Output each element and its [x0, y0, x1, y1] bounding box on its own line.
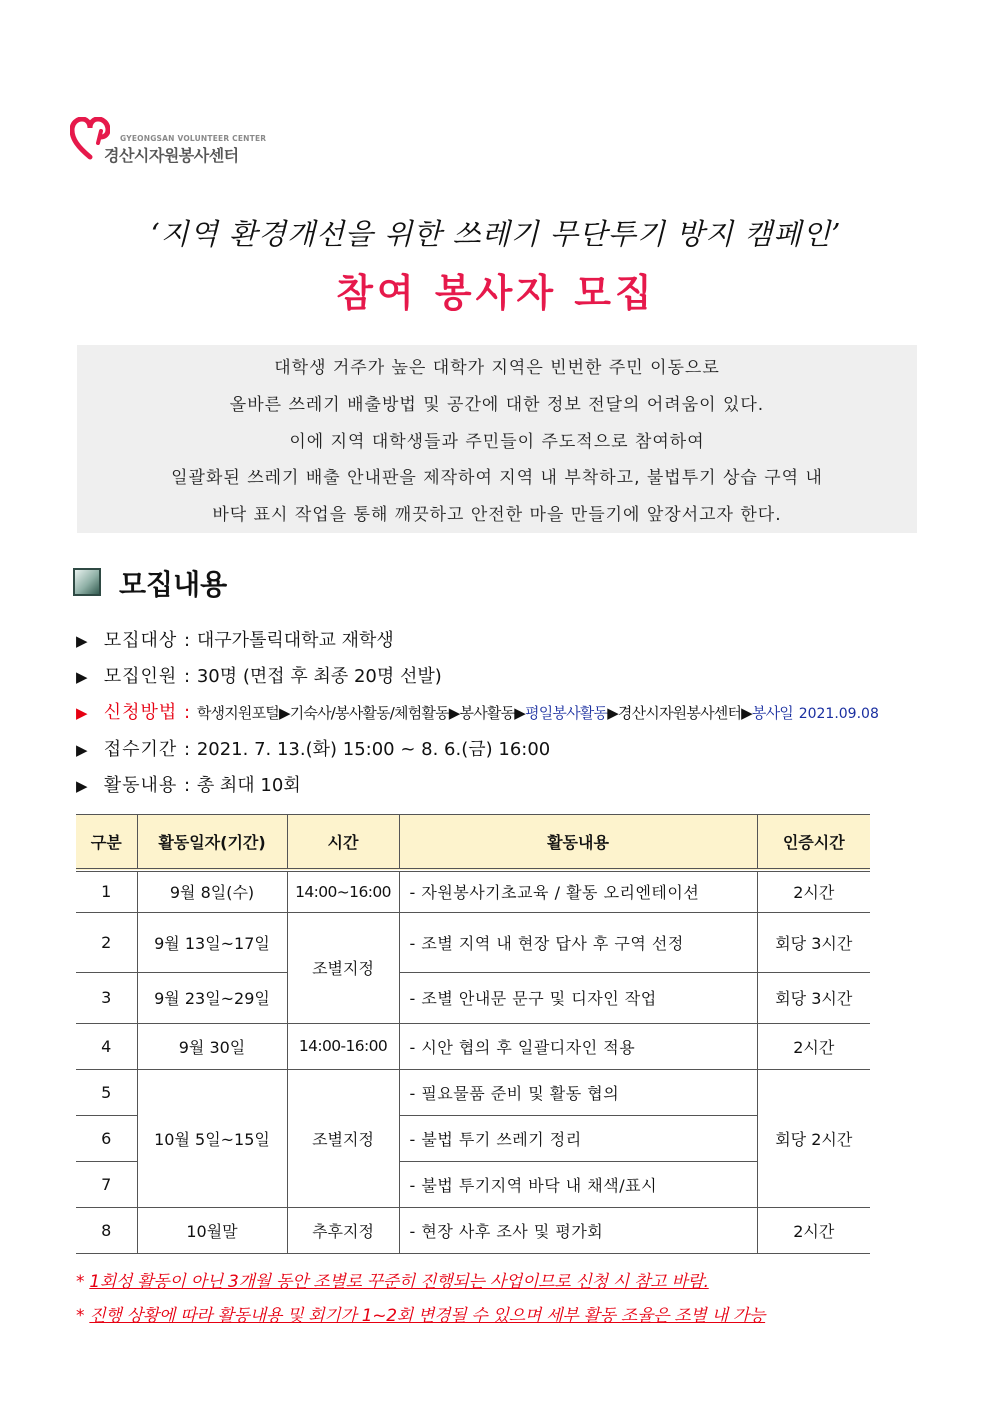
cell-content: - 조별 안내문 문구 및 디자인 작업 [399, 972, 757, 1023]
apply-path-highlight: 봉사일 [751, 704, 793, 722]
info-label: 모집인원 : [103, 666, 192, 687]
footnote-text: 1회성 활동이 아닌 3개월 동안 조별로 꾸준히 진행되는 사업이므로 신청 시 참고 바람. [89, 1272, 709, 1292]
cell-date: 9월 13일~17일 [137, 912, 287, 972]
cell-time: 추후지정 [287, 1207, 399, 1253]
table-row [76, 1069, 870, 1115]
intro-line: 일괄화된 쓰레기 배출 안내판을 제작하여 지역 내 부착하고, 불법투기 상습 구역 내 [171, 468, 823, 488]
cell-hours: 회당 3시간 [757, 972, 870, 1023]
cell-no: 1 [76, 870, 137, 912]
cell-date: 10월 5일~15일 [137, 1069, 287, 1207]
info-period [76, 735, 550, 761]
footnote [76, 1301, 765, 1326]
header-cell: 구분 [76, 815, 137, 871]
info-label: 접수기간 : [103, 739, 192, 760]
cell-content: - 불법 투기 쓰레기 정리 [399, 1115, 757, 1161]
info-label: 신청방법 : [103, 702, 192, 723]
cell-no: 2 [76, 912, 137, 972]
cell-date: 9월 8일(수) [137, 870, 287, 912]
cell-content: - 시안 협의 후 일괄디자인 적용 [399, 1023, 757, 1069]
table-row [76, 912, 870, 972]
intro-line: 올바른 쓰레기 배출방법 및 공간에 대한 정보 전달의 어려움이 있다. [229, 395, 765, 415]
info-value: 대구가톨릭대학교 재학생 [196, 630, 394, 651]
footnote-star: * [76, 1272, 85, 1292]
info-activity [76, 771, 301, 797]
cell-hours: 회당 3시간 [757, 912, 870, 972]
triangle-bullet-icon: ▶ [76, 777, 88, 795]
apply-path: ▶경산시자원봉사센터▶ [607, 704, 752, 722]
triangle-bullet-icon: ▶ [76, 704, 88, 722]
cell-content: - 조별 지역 내 현장 답사 후 구역 선정 [399, 912, 757, 972]
footnote-text: 진행 상황에 따라 활동내용 및 회기가 1~2회 변경될 수 있으며 세부 활동 조율은 조별 내 가능 [89, 1306, 766, 1326]
logo-korean-name: 경산시자원봉사센터 [104, 146, 239, 165]
cell-hours: 2시간 [757, 1023, 870, 1069]
cell-date: 9월 23일~29일 [137, 972, 287, 1023]
cell-no: 4 [76, 1023, 137, 1069]
header-cell: 인증시간 [757, 815, 870, 871]
recruit-title: 참여 봉사자 모집 [336, 271, 656, 315]
cell-content: - 필요물품 준비 및 활동 협의 [399, 1069, 757, 1115]
square-bullet-icon [73, 568, 101, 596]
cell-date: 9월 30일 [137, 1023, 287, 1069]
intro-line: 바닥 표시 작업을 통해 깨끗하고 안전한 마을 만들기에 앞장서고자 한다. [212, 505, 782, 525]
cell-no: 8 [76, 1207, 137, 1253]
intro-line: 대학생 거주가 높은 대학가 지역은 빈번한 주민 이동으로 [274, 358, 720, 378]
cell-time: 14:00~16:00 [287, 870, 399, 912]
cell-hours: 2시간 [757, 1207, 870, 1253]
cell-hours: 2시간 [757, 870, 870, 912]
info-target [76, 626, 394, 652]
table-row [76, 870, 870, 912]
cell-time: 14:00-16:00 [287, 1023, 399, 1069]
header-cell: 활동일자(기간) [137, 815, 287, 871]
apply-path: 학생지원포털▶기숙사/봉사활동/체험활동▶봉사활동▶ [196, 704, 526, 722]
intro-box [77, 345, 917, 533]
cell-time: 조별지정 [287, 1069, 399, 1207]
center-logo [70, 117, 270, 167]
section-title: 모집내용 [119, 568, 228, 601]
cell-no: 5 [76, 1069, 137, 1115]
logo-english-name: GYEONGSAN VOLUNTEER CENTER [120, 134, 267, 143]
cell-no: 7 [76, 1161, 137, 1207]
info-apply [76, 698, 879, 724]
intro-line: 이에 지역 대학생들과 주민들이 주도적으로 참여하여 [289, 432, 705, 452]
triangle-bullet-icon: ▶ [76, 632, 88, 650]
cell-content: - 현장 사후 조사 및 평가회 [399, 1207, 757, 1253]
schedule-table [76, 814, 870, 1254]
info-count [76, 662, 442, 688]
cell-hours: 회당 2시간 [757, 1069, 870, 1207]
triangle-bullet-icon: ▶ [76, 668, 88, 686]
table-header-row [76, 815, 870, 871]
header-cell: 활동내용 [399, 815, 757, 871]
cell-content: - 자원봉사기초교육 / 활동 오리엔테이션 [399, 870, 757, 912]
info-value: 2021. 7. 13.(화) 15:00 ~ 8. 6.(금) 16:00 [196, 739, 551, 760]
info-label: 활동내용 : [103, 775, 192, 796]
table-row [76, 972, 870, 1023]
footnote [76, 1267, 709, 1292]
triangle-bullet-icon: ▶ [76, 741, 88, 759]
cell-date: 10월말 [137, 1207, 287, 1253]
cell-content: - 불법 투기지역 바닥 내 채색/표시 [399, 1161, 757, 1207]
info-value: 총 최대 10회 [196, 775, 301, 796]
cell-time: 조별지정 [287, 912, 399, 1023]
campaign-title: ‘지역 환경개선을 위한 쓰레기 무단투기 방지 캠페인’ [150, 217, 842, 251]
apply-path-highlight: 평일봉사활동 [525, 704, 608, 722]
header-cell: 시간 [287, 815, 399, 871]
table-row [76, 1023, 870, 1069]
cell-no: 6 [76, 1115, 137, 1161]
footnote-star: * [76, 1306, 85, 1326]
apply-date: 2021.09.08 [798, 706, 879, 722]
cell-no: 3 [76, 972, 137, 1023]
info-label: 모집대상 : [103, 630, 192, 651]
table-row [76, 1207, 870, 1253]
info-value: 30명 (면접 후 최종 20명 선발) [196, 666, 442, 687]
